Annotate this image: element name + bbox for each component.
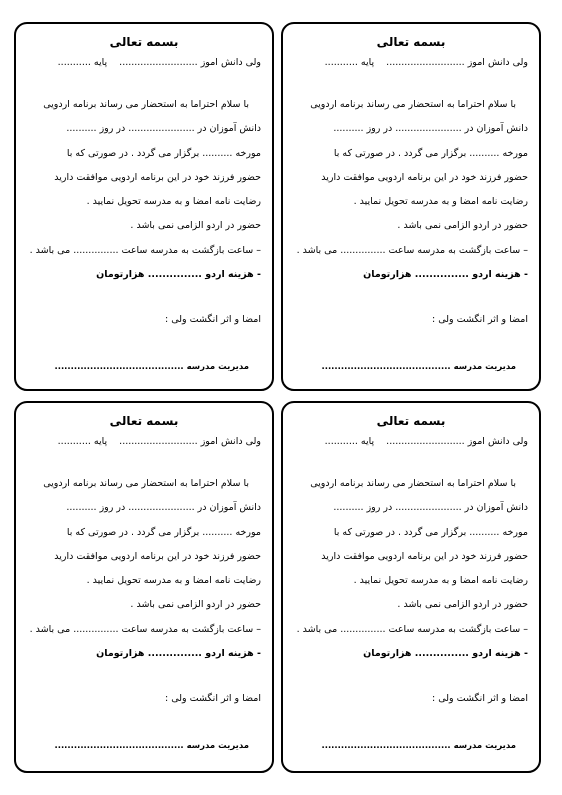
slip-title: بسمه تعالی [109, 35, 179, 49]
slip-line-4: حضور فرزند خود در این برنامه اردویی موافقت دارید [54, 550, 261, 562]
slip-line-6: حضور در اردو الزامی نمی باشد . [130, 599, 261, 611]
slip-title: بسمه تعالی [109, 414, 179, 428]
parent-signature-label: امضا و اثر انگشت ولی : [431, 314, 528, 325]
slip-line-3: مورخه .......... برگزار می گردد . در صورتی که با [333, 526, 528, 538]
slip-body [24, 93, 261, 287]
parent-student-field: ولی دانش آموز .......................... [119, 436, 261, 447]
permission-slip-top-left [14, 22, 274, 391]
return-time-line: – ساعت بازگشت به مدرسه ساعت ............... می باشد . [29, 623, 261, 635]
permission-slip-top-right [281, 22, 541, 391]
parent-signature-label: امضا و اثر انگشت ولی : [431, 693, 528, 704]
slip-line-5: رضایت نامه امضا و به مدرسه تحویل نمایید . [86, 196, 261, 208]
school-management-line: مدیریت مدرسه ........................................ [54, 362, 249, 372]
slip-header-line [24, 436, 261, 447]
permission-slip-bottom-left [14, 401, 274, 773]
slip-line-2: دانش آموزان در ...................... در روز .......... [333, 502, 528, 514]
parent-student-field: ولی دانش آموز .......................... [119, 57, 261, 68]
slip-body [24, 472, 261, 666]
slip-line-6: حضور در اردو الزامی نمی باشد . [130, 220, 261, 232]
slip-line-3: مورخه .......... برگزار می گردد . در صورتی که با [66, 526, 261, 538]
slip-line-4: حضور فرزند خود در این برنامه اردویی موافقت دارید [54, 171, 261, 183]
return-time-line: – ساعت بازگشت به مدرسه ساعت ............... می باشد . [29, 244, 261, 256]
return-time-line: – ساعت بازگشت به مدرسه ساعت ............... می باشد . [296, 244, 528, 256]
parent-signature-label: امضا و اثر انگشت ولی : [164, 314, 261, 325]
grade-field: پایه ........... [324, 57, 375, 68]
slip-title: بسمه تعالی [376, 35, 446, 49]
school-management-line: مدیریت مدرسه ........................................ [54, 741, 249, 751]
slip-line-5: رضایت نامه امضا و به مدرسه تحویل نمایید . [86, 575, 261, 587]
grade-field: پایه ........... [57, 436, 108, 447]
parent-student-field: ولی دانش آموز .......................... [386, 436, 528, 447]
slip-line-1: با سلام احتراما به استحضار می رساند برنامه اردویی [310, 99, 516, 110]
slip-line-3: مورخه .......... برگزار می گردد . در صورتی که با [66, 147, 261, 159]
slip-line-5: رضایت نامه امضا و به مدرسه تحویل نمایید . [353, 196, 528, 208]
slip-line-6: حضور در اردو الزامی نمی باشد . [397, 599, 528, 611]
slip-line-2: دانش آموزان در ...................... در روز .......... [66, 502, 261, 514]
trip-cost-line: - هزینه اردو ............... هزارتومان [96, 648, 261, 660]
grade-field: پایه ........... [324, 436, 375, 447]
slip-line-5: رضایت نامه امضا و به مدرسه تحویل نمایید . [353, 575, 528, 587]
slip-body [291, 472, 528, 666]
slip-header-line [291, 57, 528, 68]
slip-line-4: حضور فرزند خود در این برنامه اردویی موافقت دارید [321, 550, 528, 562]
school-management-line: مدیریت مدرسه ........................................ [321, 741, 516, 751]
permission-slip-bottom-right [281, 401, 541, 773]
trip-cost-line: - هزینه اردو ............... هزارتومان [96, 269, 261, 281]
parent-student-field: ولی دانش آموز .......................... [386, 57, 528, 68]
slip-title: بسمه تعالی [376, 414, 446, 428]
slip-line-1: با سلام احتراما به استحضار می رساند برنامه اردویی [43, 478, 249, 489]
trip-cost-line: - هزینه اردو ............... هزارتومان [363, 269, 528, 281]
slip-header-line [291, 436, 528, 447]
grade-field: پایه ........... [57, 57, 108, 68]
slip-line-4: حضور فرزند خود در این برنامه اردویی موافقت دارید [321, 171, 528, 183]
slip-line-1: با سلام احتراما به استحضار می رساند برنامه اردویی [43, 99, 249, 110]
slip-header-line [24, 57, 261, 68]
school-management-line: مدیریت مدرسه ........................................ [321, 362, 516, 372]
slip-line-1: با سلام احتراما به استحضار می رساند برنامه اردویی [310, 478, 516, 489]
parent-signature-label: امضا و اثر انگشت ولی : [164, 693, 261, 704]
slip-line-2: دانش آموزان در ...................... در روز .......... [66, 123, 261, 135]
slip-line-2: دانش آموزان در ...................... در روز .......... [333, 123, 528, 135]
trip-cost-line: - هزینه اردو ............... هزارتومان [363, 648, 528, 660]
slip-line-3: مورخه .......... برگزار می گردد . در صورتی که با [333, 147, 528, 159]
slip-body [291, 93, 528, 287]
return-time-line: – ساعت بازگشت به مدرسه ساعت ............... می باشد . [296, 623, 528, 635]
slip-line-6: حضور در اردو الزامی نمی باشد . [397, 220, 528, 232]
